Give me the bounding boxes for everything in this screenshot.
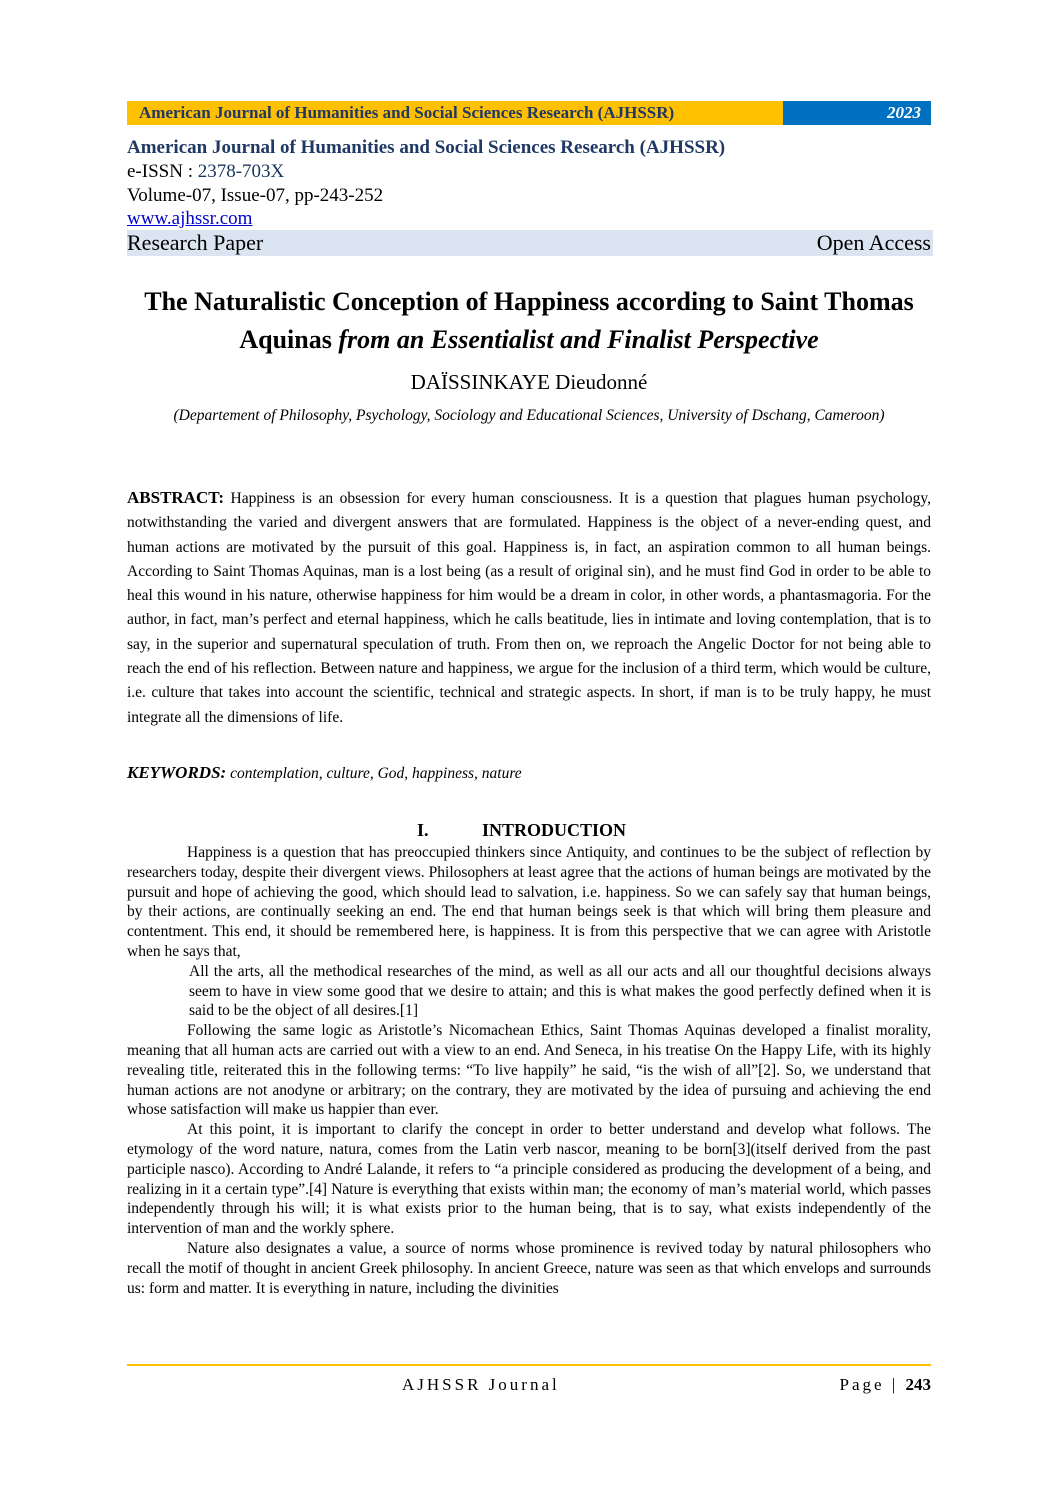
footer-page-info	[840, 1372, 931, 1398]
section-number: I.	[417, 820, 429, 840]
article-title-sub: from an Essentialist and Finalist Perspective	[338, 325, 819, 354]
body-paragraph: At this point, it is important to clarify the concept in order to better understand and develop what follows. The etymology of the word nature, natura, comes from the Latin verb nascor, meaning to be born[3](itself derived from the past participle nasco). According to André Lalande, it refers to “a principle considered as producing the development of a being, and realizing in it a certain type”.[4] Nature is everything that exists within man; the economy of man’s material world, which passes independently through his will; it is what exists prior to the human being, that is to say, what exists independently of the intervention of man and the workly sphere.	[127, 1121, 931, 1238]
block-quote: All the arts, all the methodical researches of the mind, as well as all our acts and all our thoughtful decisions always seem to have in view some good that we desire to attain; and this is what makes the good perfectly defined when it is said to be the object of all desires.[1]	[189, 962, 931, 1020]
section-title: INTRODUCTION	[482, 820, 627, 840]
website-link[interactable]: www.ajhssr.com	[127, 208, 253, 229]
keywords	[127, 762, 931, 785]
footer-page-number: 243	[905, 1375, 931, 1394]
article-title	[120, 283, 938, 359]
abstract-text: Happiness is an obsession for every human consciousness. It is a question that plagues human psychology, notwithstanding the varied and divergent answers that are formulated. Happiness is the object of a never-ending quest, and human actions are motivated by the pursuit of this goal. Happiness is, in fact, an aspiration common to all human beings. According to Saint Thomas Aquinas, man is a lost being (as a result of original sin), and he must find God in order to be able to heal this wound in his nature, otherwise happiness for him would be a dream in color, in other words, a phantasmagoria. For the author, in fact, man’s perfect and eternal happiness, which he calls beatitude, lies in intimate and loving contemplation, that is to say, in the superior and supernatural speculation of truth. From then on, we reproach the Angelic Doctor for not being able to reach the end of his reflection. Between nature and happiness, we argue for the inclusion of a third term, which would be culture, i.e. culture that takes into account the scientific, technical and strategic aspects. In short, if man is to be truly happy, he must integrate all the dimensions of life.	[127, 490, 931, 726]
journal-title: American Journal of Humanities and Social Sciences Research (AJHSSR)	[127, 137, 726, 158]
keywords-text: contemplation, culture, God, happiness, nature	[230, 765, 522, 782]
issn-label: e-ISSN :	[127, 161, 198, 182]
volume-line: Volume-07, Issue-07, pp-243-252	[127, 185, 384, 206]
body-paragraph: Following the same logic as Aristotle’s Nicomachean Ethics, Saint Thomas Aquinas developed a finalist morality, meaning that all human acts are carried out with a view to an end. And Seneca, in his treatise On the Happy Life, with its highly revealing title, reiterated this in the following terms: “To live happily” he said, “is the wish of all”[2]. So, we understand that human actions are not anodyne or arbitrary; on the contrary, they are motivated by the idea of pursuing and achieving the end whose satisfaction will make us happier than ever.	[127, 1022, 931, 1119]
footer-journal-name: AJHSSR Journal	[402, 1375, 560, 1394]
paper-type-bar	[127, 230, 933, 256]
page-footer	[127, 1372, 931, 1398]
footer-divider	[127, 1364, 931, 1366]
author-affiliation: (Departement of Philosophy, Psychology, Sociology and Educational Sciences, University of Dschang, Cameroon)	[173, 407, 885, 424]
paper-type-label: Research Paper	[127, 230, 264, 255]
section-body	[127, 843, 931, 1298]
article-title-main: The Naturalistic Conception of Happiness according to Saint Thomas Aquinas	[144, 287, 914, 354]
issn-value: 2378-703X	[197, 161, 285, 182]
issn-line	[127, 160, 933, 184]
author-name: DAÏSSINKAYE Dieudonné	[410, 370, 648, 394]
journal-bar-year: 2023	[783, 101, 931, 125]
journal-meta	[127, 136, 933, 256]
footer-page-label: Page |	[839, 1375, 906, 1394]
abstract-label: ABSTRACT:	[127, 488, 224, 507]
body-paragraph: Happiness is a question that has preoccupied thinkers since Antiquity, and continues to be the subject of reflection by researchers today, despite their divergent views. Philosophers at least agree that the actions of human beings are motivated by the pursuit and hope of achieving the good, which should lead to salvation, i.e. happiness. So we can safely say that human beings, by their actions, are continually seeking an end. The end that human beings seek is that which will bring them pleasure and contentment. This end, it should be remembered here, is happiness. It is from this perspective that we can agree with Aristotle when he says that,	[127, 844, 931, 960]
journal-header-bar	[127, 101, 931, 125]
body-paragraph: Nature also designates a value, a source of norms whose prominence is revived today by natural philosophers who recall the motif of thought in ancient Greek philosophy. In ancient Greece, nature was seen as that which envelops and surrounds us: form and matter. It is everything in nature, including the divinities	[127, 1239, 931, 1297]
journal-bar-name: American Journal of Humanities and Social Sciences Research (AJHSSR)	[127, 101, 783, 125]
keywords-label: KEYWORDS:	[127, 763, 227, 782]
open-access-label: Open Access	[816, 230, 931, 255]
abstract	[127, 486, 931, 730]
